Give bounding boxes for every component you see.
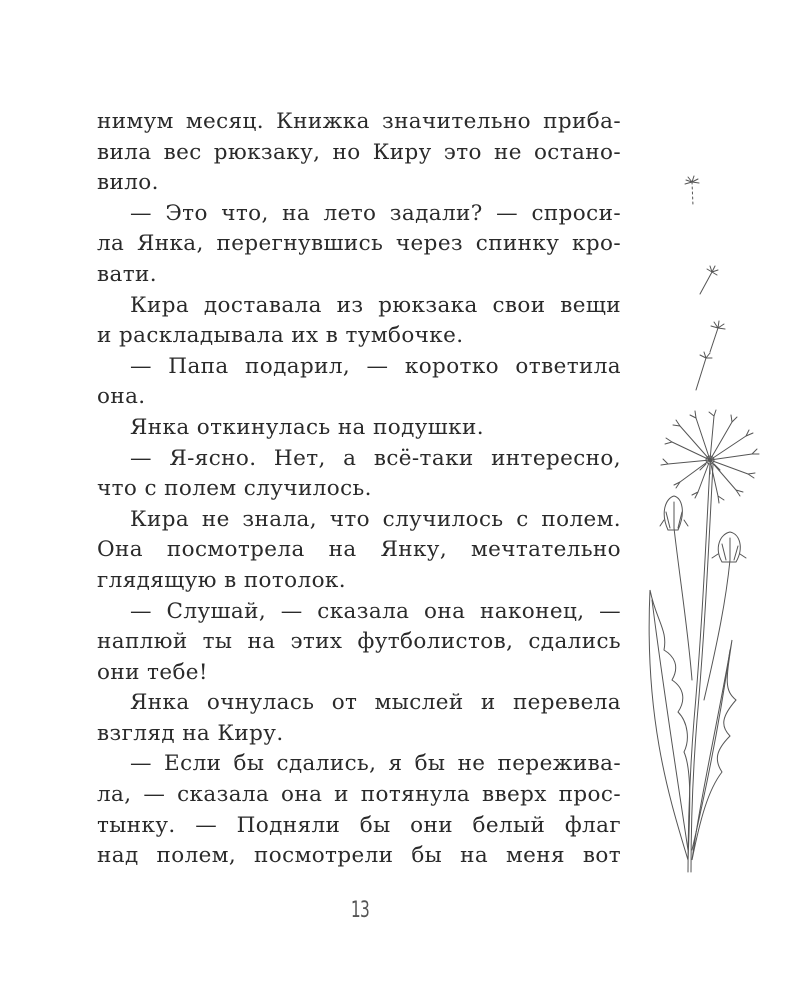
- text-line: Кира доставала из рюкзака свои вещи: [130, 292, 621, 318]
- text-line: и раскладывала их в тумбочке.: [97, 323, 464, 349]
- text-line: ла Янка, перегнувшись через спинку кро-: [97, 231, 621, 257]
- text-line: Кира не знала, что случилось с полем.: [130, 506, 621, 532]
- text-line: — Я-ясно. Нет, а всё-таки интересно,: [130, 445, 621, 471]
- text-line: наплюй ты на этих футболистов, сдались: [97, 629, 621, 655]
- text-line: — Это что, на лето задали? — спроси-: [130, 200, 621, 226]
- text-line: вило.: [97, 170, 159, 196]
- bud-stem-left: [674, 528, 692, 680]
- text-line: — Слушай, — сказала она наконец, —: [130, 598, 621, 624]
- text-line: Янка очнулась от мыслей и перевела: [130, 690, 621, 716]
- text-line: — Если бы сдались, я бы не пережива-: [130, 751, 621, 777]
- text-line: они тебе!: [97, 659, 208, 685]
- text-line: — Папа подарил, — коротко ответила: [130, 353, 621, 379]
- closed-bud-left: [660, 496, 688, 530]
- text-line: взгляд на Киру.: [97, 720, 284, 746]
- dandelion-illustration-icon: [630, 160, 800, 880]
- text-line: что с полем случилось.: [97, 476, 372, 502]
- body-text: [97, 107, 621, 872]
- text-line: ла, — сказала она и потянула вверх прос-: [97, 782, 621, 808]
- seed-head: [661, 410, 759, 503]
- leaf-right: [692, 640, 736, 860]
- text-line: она.: [97, 384, 146, 410]
- text-line: Янка откинулась на подушки.: [130, 414, 484, 440]
- text-line: вила вес рюкзаку, но Киру это не остано-: [97, 139, 621, 165]
- text-line: нимум месяц. Книжка значительно приба-: [97, 109, 621, 134]
- closed-bud-right: [712, 532, 746, 562]
- floating-seeds: [685, 176, 725, 390]
- text-line: тынку. — Подняли бы они белый флаг: [97, 812, 621, 838]
- text-line: Она посмотрела на Янку, мечтательно: [97, 537, 621, 563]
- text-line: над полем, посмотрели бы на меня вот: [97, 843, 621, 869]
- page-number: 13: [350, 898, 370, 923]
- text-line: глядящую в потолок.: [97, 567, 347, 593]
- text-line: вати.: [97, 261, 157, 287]
